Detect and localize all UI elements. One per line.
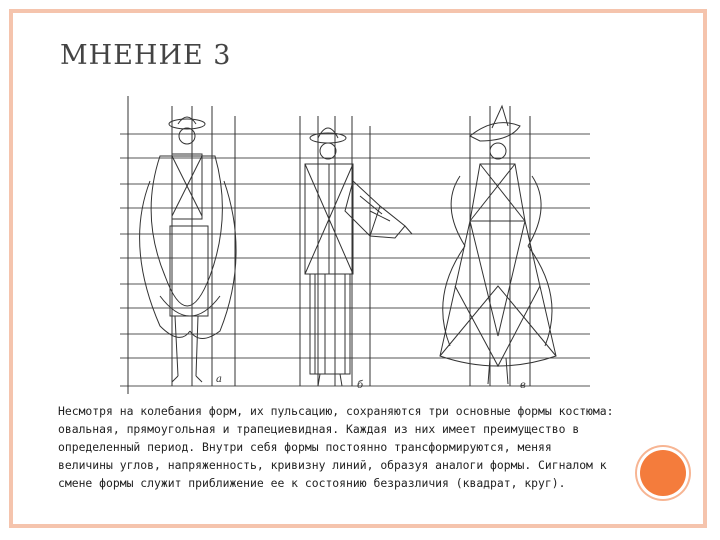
- sketch-figure-trapezoid: [440, 106, 556, 386]
- slide-caption-text: Несмотря на колебания форм, их пульсацию, сохраняются три основные формы костюма: овальная, прямоугольная и трапециевидная. Каждая из них имеет преимущество в определенный период. Внутри себя формы постоянно трансформируются, меняя величины углов, напряженность, кривизну линий, образуя аналоги формы. Сигналом к смене формы служит приближение ее к состоянию безразличия (квадрат, круг).: [58, 404, 614, 490]
- sketch-figure-oval: [128, 96, 236, 394]
- costume-sketches-figure: [120, 96, 590, 396]
- decorative-circle: [640, 450, 686, 496]
- horizontal-grid-lines: [120, 134, 590, 386]
- figure-label-b: б: [357, 380, 364, 391]
- figure-label-c: в: [520, 380, 526, 391]
- slide-title: МНЕНИЕ 3: [60, 40, 232, 71]
- costume-sketches-drawing: [120, 96, 590, 396]
- figure-label-a: а: [216, 374, 222, 385]
- sketch-figure-rectangular: [300, 116, 412, 386]
